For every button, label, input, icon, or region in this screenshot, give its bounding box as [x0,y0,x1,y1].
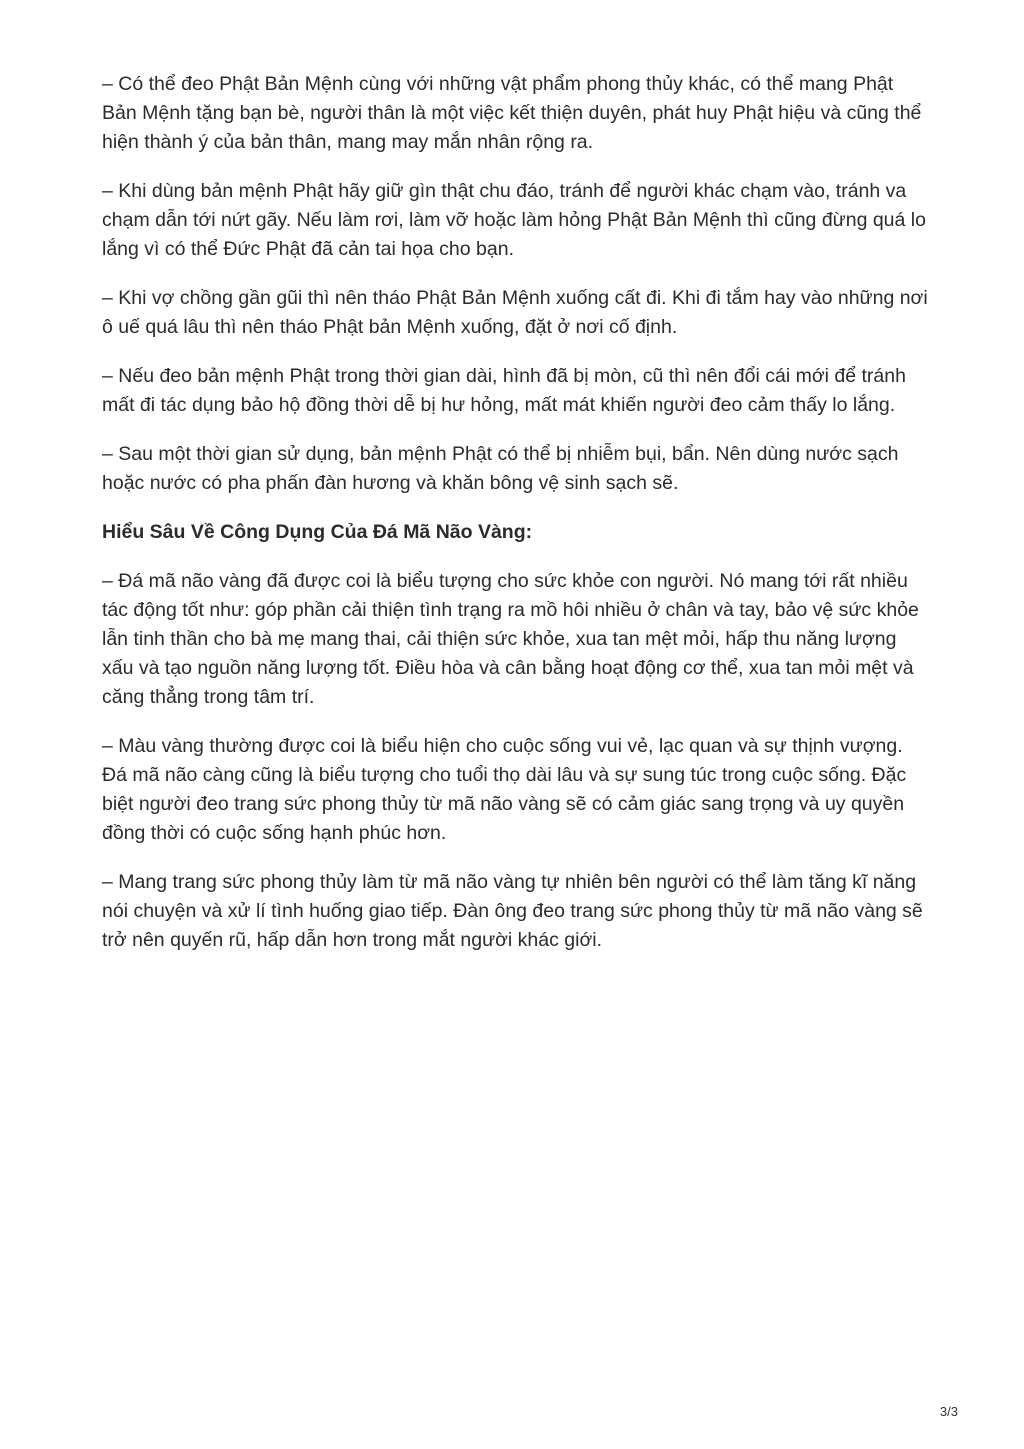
paragraph-communication-charm: – Mang trang sức phong thủy làm từ mã não vàng tự nhiên bên người có thể làm tăng kĩ năng nói chuyện và xử lí tình huống giao tiếp. Đàn ông đeo trang sức phong thủy từ mã não vàng sẽ trở nên quyến rũ, hấp dẫn hơn trong mắt người khác giới. [102,871,923,951]
paragraph-cleaning: – Sau một thời gian sử dụng, bản mệnh Phật có thể bị nhiễm bụi, bẩn. Nên dùng nước sạch hoặc nước có pha phấn đàn hương và khăn bông vệ sinh sạch sẽ. [102,443,899,494]
paragraph-health-symbol: – Đá mã não vàng đã được coi là biểu tượng cho sức khỏe con người. Nó mang tới rất nhiều tác động tốt như: góp phần cải thiện tình trạng ra mồ hôi nhiều ở chân và tay, bảo vệ sức khỏe lẫn tinh thần cho bà mẹ mang thai, cải thiện sức khỏe, xua tan mệt mỏi, hấp thu năng lượng xấu và tạo nguồn năng lượng tốt. Điều hòa và cân bằng hoạt động cơ thể, xua tan mỏi mệt và căng thẳng trong tâm trí. [102,570,919,708]
article-body [102,70,932,975]
section-heading: Hiểu Sâu Về Công Dụng Của Đá Mã Não Vàng: [102,521,533,543]
paragraph-replace-worn: – Nếu đeo bản mệnh Phật trong thời gian dài, hình đã bị mòn, cũ thì nên đổi cái mới để tránh mất đi tác dụng bảo hộ đồng thời dễ bị hư hỏng, mất mát khiến người đeo cảm thấy lo lắng. [102,365,906,416]
paragraph-careful-handling: – Khi dùng bản mệnh Phật hãy giữ gìn thật chu đáo, tránh để người khác chạm vào, tránh va chạm dẫn tới nứt gãy. Nếu làm rơi, làm vỡ hoặc làm hỏng Phật Bản Mệnh thì cũng đừng quá lo lắng vì có thể Đức Phật đã cản tai họa cho bạn. [102,180,926,260]
page-number: 3/3 [939,1404,958,1419]
paragraph-remove-when-intimate: – Khi vợ chồng gần gũi thì nên tháo Phật Bản Mệnh xuống cất đi. Khi đi tắm hay vào những nơi ô uế quá lâu thì nên tháo Phật bản Mệnh xuống, đặt ở nơi cố định. [102,287,928,338]
paragraph-yellow-meaning: – Màu vàng thường được coi là biểu hiện cho cuộc sống vui vẻ, lạc quan và sự thịnh vượng. Đá mã não càng cũng là biểu tượng cho tuổi thọ dài lâu và sự sung túc trong cuộc sống. Đặc biệt người đeo trang sức phong thủy từ mã não vàng sẽ có cảm giác sang trọng và uy quyền đồng thời có cuộc sống hạnh phúc hơn. [102,735,907,844]
paragraph-gift-and-pairing: – Có thể đeo Phật Bản Mệnh cùng với những vật phẩm phong thủy khác, có thể mang Phật Bản Mệnh tặng bạn bè, người thân là một việc kết thiện duyên, phát huy Phật hiệu và cũng thể hiện thành ý của bản thân, mang may mắn nhân rộng ra. [102,73,922,153]
